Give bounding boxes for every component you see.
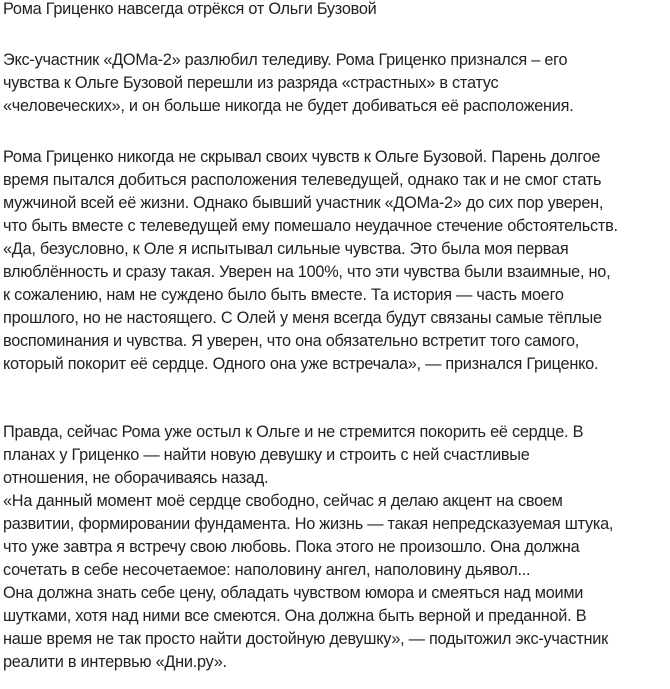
- text-line: время пытался добиться расположения телеведущей, однако так и не смог стать: [3, 171, 602, 189]
- paragraph-1: [3, 49, 573, 118]
- text-line: реалити в интервью «Дни.ру».: [3, 653, 227, 671]
- text-line: прошлого, но не настоящего. С Олей у меня всегда будут связаны самые тёплые: [3, 309, 602, 327]
- text-line: «Да, безусловно, к Оле я испытывал сильные чувства. Это была моя первая: [3, 240, 569, 258]
- text-line: Она должна знать себе цену, обладать чувством юмора и смеяться над моими: [3, 584, 584, 602]
- text-line: Рома Гриценко никогда не скрывал своих чувств к Ольге Бузовой. Парень долгое: [3, 148, 601, 166]
- text-line: наше время не так просто найти достойную девушку», — подытожил экс-участник: [3, 630, 609, 648]
- text-line: воспоминания и чувства. Я уверен, что она обязательно встретит того самого,: [3, 332, 580, 350]
- text-line: что уже завтра я встречу свою любовь. Пока этого не произошло. Она должна: [3, 538, 580, 556]
- text-line: что быть вместе с телеведущей ему помешало неудачное стечение обстоятельств.: [3, 217, 618, 235]
- text-line: развитии, формировании фундамента. Но жизнь — такая непредсказуемая штука,: [3, 515, 614, 533]
- text-line: к сожалению, нам не суждено было быть вместе. Та история — часть моего: [3, 286, 564, 304]
- title-text: Рома Гриценко навсегда отрёкся от Ольги Бузовой: [3, 0, 377, 18]
- paragraph-2: [3, 146, 618, 376]
- text-line: сочетать в себе несочетаемое: наполовину ангел, наполовину дьявол...: [3, 561, 531, 579]
- text-line: мужчиной всей её жизни. Однако бывший участник «ДОМа-2» до сих пор уверен,: [3, 194, 604, 212]
- text-line: Правда, сейчас Рома уже остыл к Ольге и не стремится покорить её сердце. В: [3, 423, 584, 441]
- text-line: влюблённость и сразу такая. Уверен на 100%, что эти чувства были взаимные, но,: [3, 263, 611, 281]
- text-line: «На данный момент моё сердце свободно, сейчас я делаю акцент на своем: [3, 492, 563, 510]
- paragraph-3: [3, 421, 613, 674]
- text-line: планах у Гриценко — найти новую девушку и строить с ней счастливые: [3, 446, 530, 464]
- text-line: «человеческих», и он больше никогда не будет добиваться её расположения.: [3, 97, 574, 115]
- text-line: шутками, хотя над ними все смеются. Она должна быть верной и преданной. В: [3, 607, 587, 625]
- text-line: Экс-участник «ДОМа-2» разлюбил теледиву. Рома Гриценко признался – его: [3, 51, 568, 69]
- text-line: отношения, не оборачиваясь назад.: [3, 469, 269, 487]
- text-line: чувства к Ольге Бузовой перешли из разряда «страстных» в статус: [3, 74, 499, 92]
- text-line: который покорит её сердце. Одного она уже встречала», — признался Гриценко.: [3, 355, 599, 373]
- article-title: [3, 0, 377, 21]
